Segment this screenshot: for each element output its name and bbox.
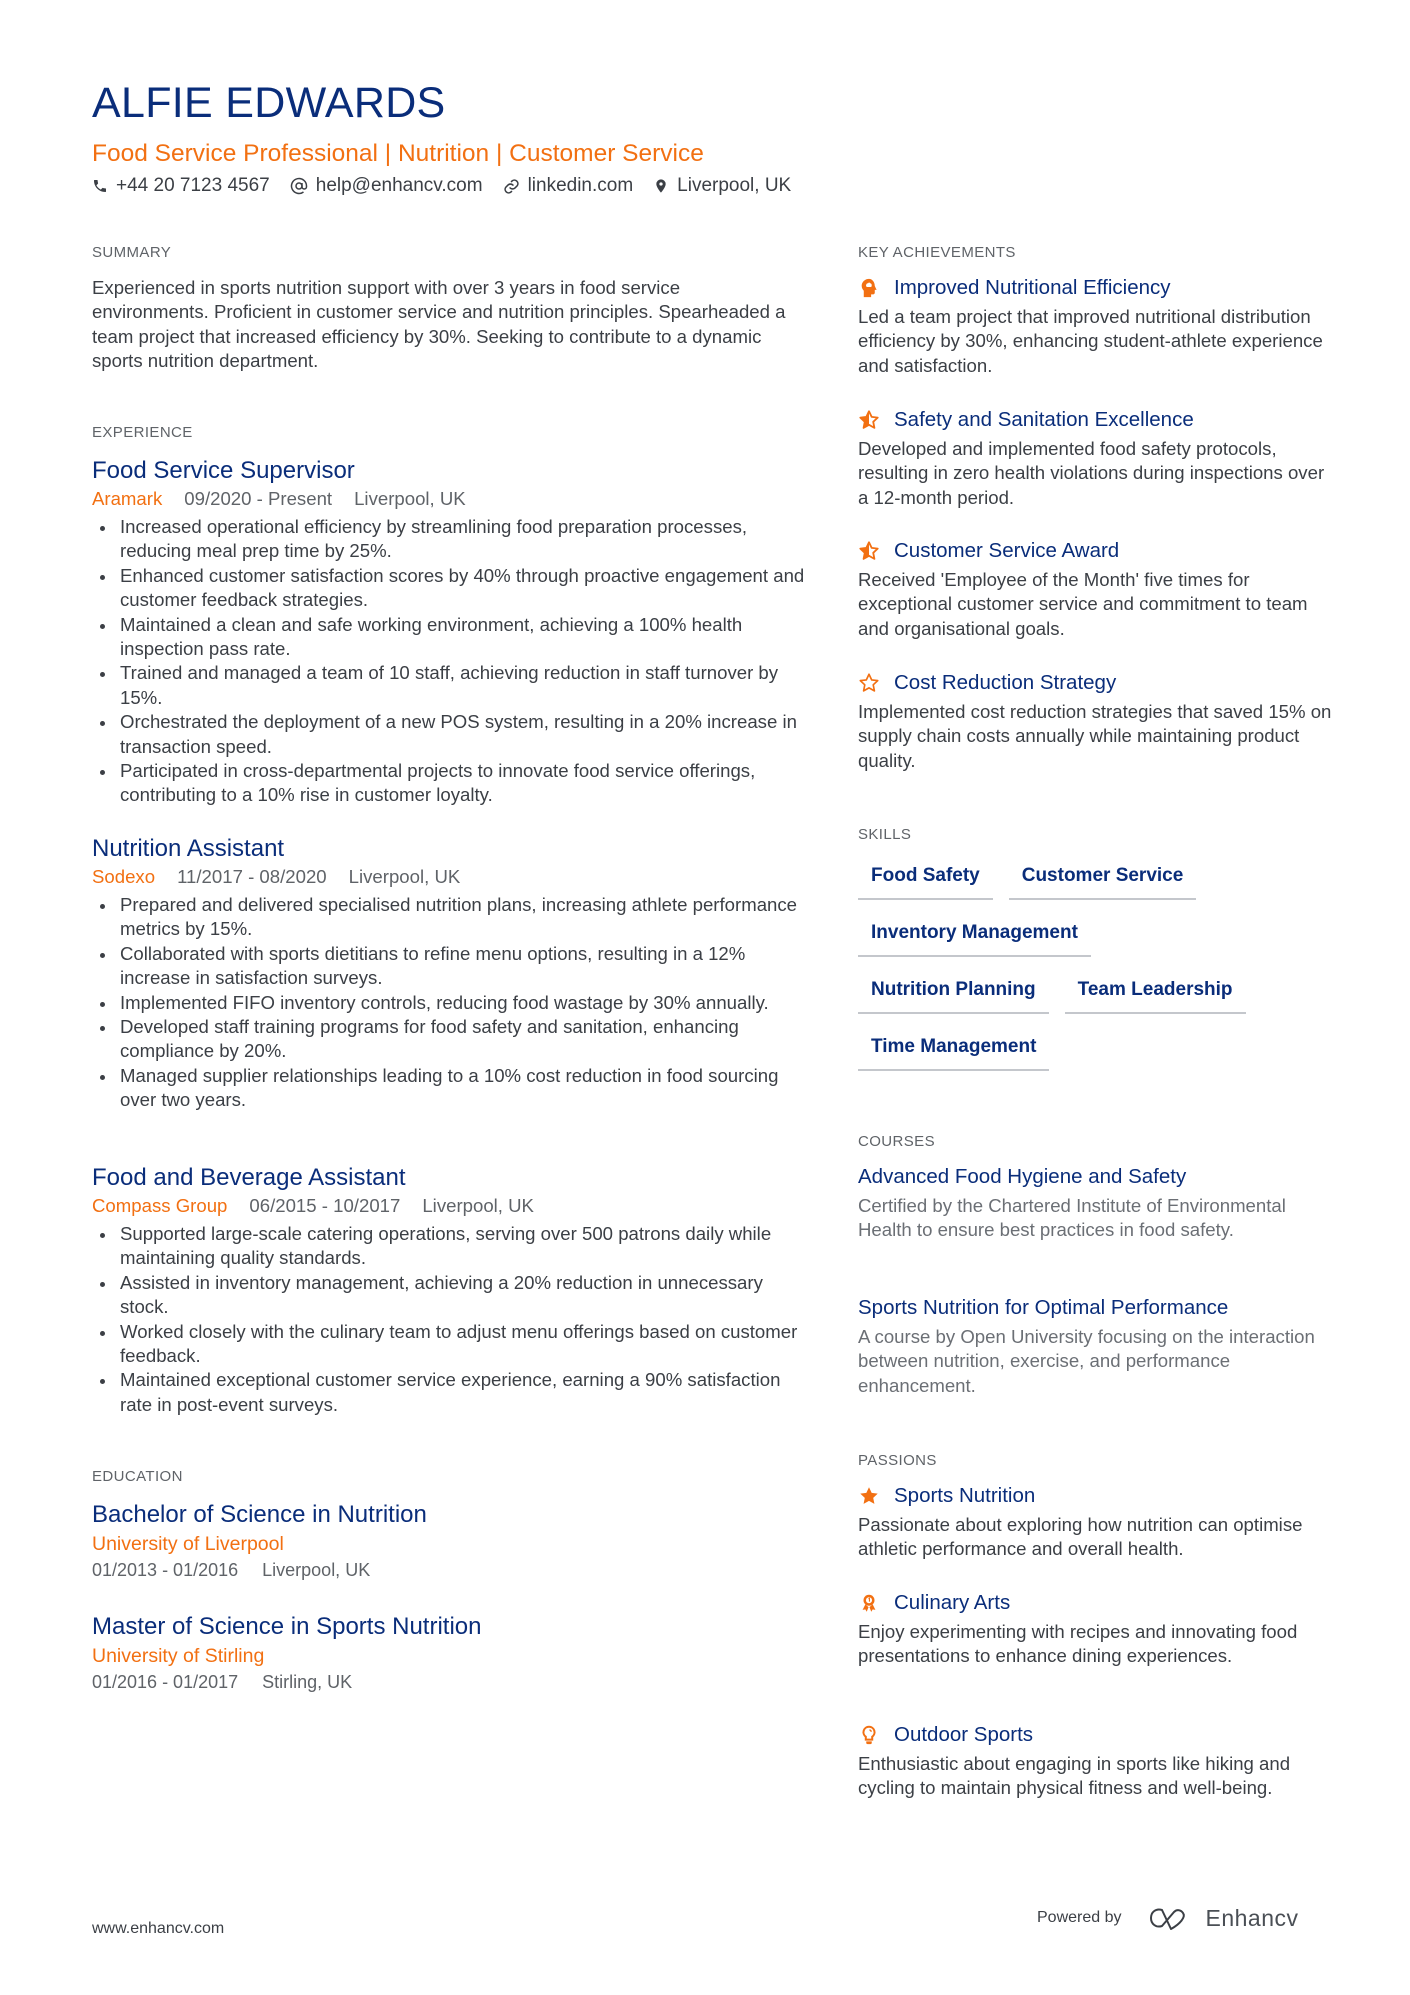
education-location: Stirling, UK <box>262 1672 353 1692</box>
passion-item <box>858 1720 1338 1801</box>
achievement-item <box>858 273 1338 378</box>
bullet-item: Orchestrated the deployment of a new POS system, resulting in a 20% increase in transaction speed. <box>92 710 812 759</box>
email-text: help@enhancv.com <box>315 175 483 196</box>
star-outline-icon <box>858 672 880 694</box>
passion-title: Culinary Arts <box>894 1591 1011 1614</box>
star-half-icon <box>858 409 880 431</box>
experience-heading: EXPERIENCE <box>92 424 193 441</box>
achievement-desc: Led a team project that improved nutritional distribution efficiency by 30%, enhancing student-athlete experience and satisfaction. <box>858 306 1323 376</box>
job-location: Liverpool, UK <box>354 488 466 509</box>
achievement-title: Safety and Sanitation Excellence <box>894 408 1194 431</box>
achievement-title: Cost Reduction Strategy <box>894 671 1117 694</box>
job-dates: 06/2015 - 10/2017 <box>249 1195 401 1216</box>
bullet-item: Maintained a clean and safe working environment, achieving a 100% health inspection pass rate. <box>92 613 812 662</box>
skill-tag: Customer Service <box>1009 862 1197 900</box>
job-entry <box>92 834 812 1113</box>
job-location: Liverpool, UK <box>348 866 461 887</box>
course-desc: Certified by the Chartered Institute of Environmental Health to ensure best practices in food safety. <box>858 1195 1286 1241</box>
education-meta <box>92 1670 482 1694</box>
job-title: Nutrition Assistant <box>92 835 285 862</box>
education-heading: EDUCATION <box>92 1468 183 1485</box>
bullet-item: Developed staff training programs for food safety and sanitation, enhancing compliance by 20%. <box>92 1015 812 1064</box>
achievements-heading: KEY ACHIEVEMENTS <box>858 244 1016 261</box>
bullet-item: Implemented FIFO inventory controls, reducing food wastage by 30% annually. <box>92 991 812 1015</box>
job-meta <box>92 1193 812 1219</box>
achievement-item <box>858 536 1338 641</box>
skills-list <box>858 862 1338 1090</box>
passion-title: Sports Nutrition <box>894 1484 1036 1507</box>
achievement-title: Improved Nutritional Efficiency <box>894 276 1171 299</box>
skills-heading: SKILLS <box>858 826 912 843</box>
education-entry <box>92 1500 427 1582</box>
achievement-desc: Developed and implemented food safety protocols, resulting in zero health violations during inspections over a 12-month period. <box>858 438 1325 508</box>
course-title: Sports Nutrition for Optimal Performance <box>858 1296 1229 1319</box>
enhancv-brand: Enhancv <box>1205 1904 1299 1931</box>
skill-tag: Food Safety <box>858 862 993 900</box>
contact-link[interactable] <box>503 175 634 197</box>
summary-text: Experienced in sports nutrition support with over 3 years in food service environments. Proficient in customer service and nutrition principles. Spearheaded a team project that increased efficiency by 30%. Seeking to contribute to a dynamic sports nutrition department. <box>92 277 786 372</box>
contact-bar <box>92 173 811 199</box>
bullet-item: Maintained exceptional customer service experience, earning a 90% satisfaction rate in post-event surveys. <box>92 1368 812 1417</box>
bullet-item: Increased operational efficiency by streamlining food preparation processes, reducing meal prep time by 25%. <box>92 515 812 564</box>
degree-title: Bachelor of Science in Nutrition <box>92 1501 427 1528</box>
bullet-item: Prepared and delivered specialised nutrition plans, increasing athlete performance metrics by 15%. <box>92 893 812 942</box>
job-title: Food Service Supervisor <box>92 457 355 484</box>
company-name: Compass Group <box>92 1195 228 1216</box>
contact-email[interactable] <box>290 175 483 197</box>
link-text: linkedin.com <box>527 175 634 196</box>
contact-phone[interactable] <box>92 175 270 197</box>
education-entry <box>92 1612 482 1694</box>
star-half-icon <box>858 540 880 562</box>
job-meta <box>92 864 812 890</box>
job-entry <box>92 1163 812 1417</box>
course-item <box>858 1162 1338 1243</box>
achievement-item <box>858 668 1338 773</box>
bullet-item: Participated in cross-departmental projects to innovate food service offerings, contributing to a 10% rise in customer loyalty. <box>92 759 812 808</box>
passion-item <box>858 1481 1338 1562</box>
job-entry <box>92 456 812 808</box>
bullet-item: Assisted in inventory management, achieving a 20% reduction in unnecessary stock. <box>92 1271 812 1320</box>
education-meta <box>92 1558 427 1582</box>
bullet-item: Collaborated with sports dietitians to refine menu options, resulting in a 12% increase in satisfaction surveys. <box>92 942 812 991</box>
footer-branding <box>1037 1903 1299 1933</box>
map-pin-icon <box>653 177 669 195</box>
job-location: Liverpool, UK <box>422 1195 534 1216</box>
passion-title: Outdoor Sports <box>894 1723 1034 1746</box>
job-meta <box>92 486 812 512</box>
achievement-desc: Implemented cost reduction strategies that saved 15% on supply chain costs annually while maintaining product quality. <box>858 701 1332 771</box>
school-name: University of Stirling <box>92 1645 265 1667</box>
passion-item <box>858 1588 1338 1669</box>
education-dates: 01/2013 - 01/2016 <box>92 1560 239 1580</box>
job-title: Food and Beverage Assistant <box>92 1164 406 1191</box>
company-name: Sodexo <box>92 866 156 887</box>
bullet-item: Trained and managed a team of 10 staff, achieving reduction in staff turnover by 15%. <box>92 661 812 710</box>
award-medal-icon <box>858 1592 880 1614</box>
achievement-item <box>858 405 1338 510</box>
achievement-title: Customer Service Award <box>894 539 1120 562</box>
skill-tag: Team Leadership <box>1065 976 1246 1014</box>
passion-desc: Enthusiastic about engaging in sports like hiking and cycling to maintain physical fitness and well-being. <box>858 1753 1291 1799</box>
phone-icon <box>92 178 108 194</box>
job-bullets <box>92 515 812 808</box>
brain-head-icon <box>858 277 880 299</box>
phone-text: +44 20 7123 4567 <box>116 175 270 196</box>
skill-tag: Nutrition Planning <box>858 976 1049 1014</box>
bullet-item: Managed supplier relationships leading to a 10% cost reduction in food sourcing over two years. <box>92 1064 812 1113</box>
lightbulb-icon <box>858 1724 880 1746</box>
contact-location <box>653 175 791 197</box>
degree-title: Master of Science in Sports Nutrition <box>92 1613 482 1640</box>
star-filled-icon <box>858 1485 880 1507</box>
passions-heading: PASSIONS <box>858 1452 937 1469</box>
course-item <box>858 1293 1338 1398</box>
school-name: University of Liverpool <box>92 1533 284 1555</box>
summary-heading: SUMMARY <box>92 244 172 261</box>
candidate-headline: Food Service Professional | Nutrition | Customer Service <box>92 140 704 167</box>
job-bullets <box>92 1222 812 1417</box>
passion-desc: Enjoy experimenting with recipes and innovating food presentations to enhance dining experiences. <box>858 1621 1298 1667</box>
bullet-item: Supported large-scale catering operations, serving over 500 patrons daily while maintaining quality standards. <box>92 1222 812 1271</box>
bullet-item: Enhanced customer satisfaction scores by 40% through proactive engagement and customer feedback strategies. <box>92 564 812 613</box>
location-text: Liverpool, UK <box>677 175 792 196</box>
powered-by-label: Powered by <box>1037 1909 1122 1926</box>
education-location: Liverpool, UK <box>262 1560 371 1580</box>
bullet-item: Worked closely with the culinary team to adjust menu offerings based on customer feedback. <box>92 1320 812 1369</box>
course-title: Advanced Food Hygiene and Safety <box>858 1165 1187 1188</box>
skill-tag: Time Management <box>858 1033 1049 1071</box>
job-dates: 11/2017 - 08/2020 <box>177 866 327 887</box>
job-dates: 09/2020 - Present <box>184 488 333 509</box>
courses-heading: COURSES <box>858 1133 935 1150</box>
passion-desc: Passionate about exploring how nutrition can optimise athletic performance and overall health. <box>858 1514 1303 1560</box>
link-icon <box>503 178 520 195</box>
candidate-name: ALFIE EDWARDS <box>92 79 446 127</box>
enhancv-logo-icon <box>1148 1905 1196 1931</box>
footer-website[interactable]: www.enhancv.com <box>92 1920 225 1937</box>
at-icon <box>290 177 308 195</box>
course-desc: A course by Open University focusing on the interaction between nutrition, exercise, and performance enhancement. <box>858 1326 1315 1396</box>
skill-tag: Inventory Management <box>858 919 1091 957</box>
achievement-desc: Received 'Employee of the Month' five times for exceptional customer service and commitment to team and organisational goals. <box>858 569 1308 639</box>
education-dates: 01/2016 - 01/2017 <box>92 1672 239 1692</box>
job-bullets <box>92 893 812 1113</box>
company-name: Aramark <box>92 488 163 509</box>
